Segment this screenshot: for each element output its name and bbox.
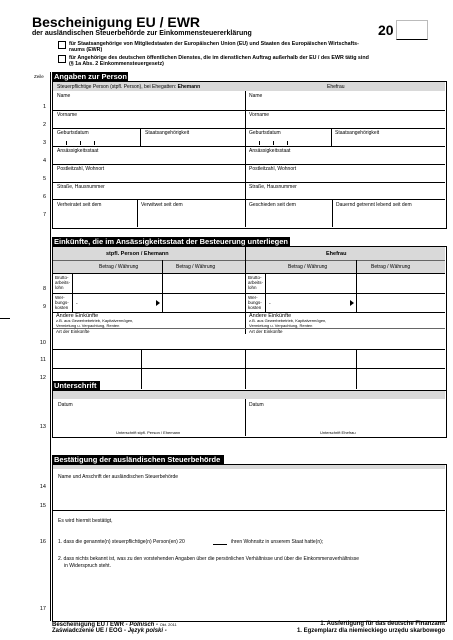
row-number: 17 xyxy=(39,606,46,612)
row-number: 1 xyxy=(42,104,46,110)
section-title-person: Angaben zur Person xyxy=(54,72,127,81)
fold-mark xyxy=(0,318,10,319)
staatsangehoerigkeit-input[interactable] xyxy=(141,136,244,146)
year-prefix: 20 xyxy=(378,22,394,38)
spouse-staatsangehoerigkeit-input[interactable] xyxy=(332,136,445,146)
row-number: 10 xyxy=(39,340,46,346)
footer-left-line1: Bescheinigung EU / EWR - Polnisch - Okt. 2011 xyxy=(52,622,177,628)
confirm-item-1-tail: ihren Wohnsitz in unserem Staat hatte(n); xyxy=(231,539,324,545)
getrennt-input[interactable] xyxy=(333,208,445,226)
ansaessigkeitsstaat-label: Ansässigkeitsstaat xyxy=(57,148,99,154)
behoerde-input[interactable] xyxy=(53,481,445,509)
form-title: Bescheinigung EU / EWR xyxy=(32,14,201,30)
betrag-label: Betrag / Währung xyxy=(176,264,216,270)
row-divider xyxy=(53,199,445,200)
andere-einkuenfte-label: Andere Einkünfte xyxy=(56,313,99,319)
spouse-brutto-currency-input[interactable] xyxy=(357,274,445,292)
spouse-andere-einkuenfte-hint: z.B. aus Gewerbebetrieb, Kapitalvermögen, Vermietung u. Verpachtung, Renten xyxy=(249,318,327,328)
section-title-confirmation: Bestätigung der ausländischen Steuerbehörde xyxy=(52,455,224,464)
confirm-item-2-line2: in Widerspruch steht. xyxy=(64,563,111,569)
geburtsdatum-input[interactable] xyxy=(53,136,139,146)
row-divider xyxy=(53,128,445,129)
geschieden-label: Geschieden seit dem xyxy=(249,202,296,208)
confirm-year-input[interactable] xyxy=(213,538,227,545)
row-divider xyxy=(53,146,445,147)
getrennt-label: Dauernd getrennt lebend seit dem xyxy=(336,202,412,208)
brutto-currency-input[interactable] xyxy=(163,274,244,292)
geschieden-input[interactable] xyxy=(246,208,331,226)
row-number: 13 xyxy=(39,424,46,430)
zeile-label: Zeile xyxy=(34,74,44,79)
arrow-right-icon xyxy=(156,300,160,306)
geburtsdatum-label: Geburtsdatum xyxy=(57,130,89,136)
row-number: 11 xyxy=(40,357,46,363)
option-public-service-checkbox[interactable] xyxy=(58,55,66,63)
row-divider xyxy=(53,182,445,183)
income-row-11-input[interactable] xyxy=(53,350,445,368)
row-number: 6 xyxy=(42,194,46,200)
spouse-andere-einkuenfte-label: Andere Einkünfte xyxy=(249,313,292,319)
form-subtitle: der ausländischen Steuerbehörde zur Einkommensteuererklärung xyxy=(32,30,252,37)
datum-label: Datum xyxy=(58,402,73,408)
footer-right-line2: 1. Egzemplarz dla niemieckiego urzędu skarbowego xyxy=(296,628,445,634)
werbungskosten-currency-input[interactable] xyxy=(163,294,244,312)
spouse-art-input[interactable] xyxy=(246,334,445,348)
row-number: 5 xyxy=(42,176,46,182)
spouse-ansaessigkeitsstaat-label: Ansässigkeitsstaat xyxy=(249,148,291,154)
row-number: 2 xyxy=(42,122,46,128)
art-label: Art der Einkünfte xyxy=(56,329,90,334)
confirm-item-1: 1. dass die genannte(n) steuerpflichtige(n) Person(en) 20 xyxy=(58,539,185,545)
stamp-signature-area[interactable] xyxy=(53,575,445,619)
spouse-geburtsdatum-label: Geburtsdatum xyxy=(249,130,281,136)
strasse-label: Straße, Hausnummer xyxy=(57,184,105,190)
spouse-staatsangehoerigkeit-label: Staatsangehörigkeit xyxy=(335,130,380,136)
income-spouse-header: Ehefrau xyxy=(326,251,347,257)
name-input[interactable] xyxy=(53,99,245,109)
spouse-name-label: Name xyxy=(249,93,263,99)
verheiratet-input[interactable] xyxy=(53,208,136,226)
spouse-werbungskosten-amount-input[interactable] xyxy=(273,294,348,312)
row-divider xyxy=(53,164,445,165)
income-row-12-input[interactable] xyxy=(53,369,445,388)
spouse-ansaessigkeitsstaat-input[interactable] xyxy=(246,154,445,164)
section-title-signature: Unterschrift xyxy=(52,381,100,390)
spouse-column-label: Ehefrau xyxy=(327,84,345,90)
year-input[interactable] xyxy=(396,20,428,40)
minus-sign: - xyxy=(269,301,271,307)
verwitwet-input[interactable] xyxy=(138,208,244,226)
row-number: 9 xyxy=(42,304,46,310)
option-public-service-line1: für Angehörige des deutschen öffentlichen Dienstes, die im dienstlichen Auftrag außerhalb der EU / des EWR tätig sind xyxy=(69,55,369,61)
spouse-werbungskosten-label: Wer- bungs- kosten xyxy=(248,295,262,310)
verheiratet-label: Verheiratet seit dem xyxy=(57,202,102,208)
row-number: 7 xyxy=(42,212,46,218)
werbungskosten-label: Wer- bungs- kosten xyxy=(55,295,69,310)
signature-taxpayer-field[interactable] xyxy=(53,408,245,428)
confirm-intro: Es wird hiermit bestätigt, xyxy=(58,518,113,524)
staatsangehoerigkeit-label: Staatsangehörigkeit xyxy=(145,130,190,136)
confirm-item-2-line1: 2. dass nichts bekannt ist, was zu den vorstehenden Angaben über die persönlichen Verhältnisse und über die Einkommensverhältnisse xyxy=(58,556,360,562)
spouse-postleitzahl-input[interactable] xyxy=(246,172,445,182)
taxpayer-column-label: Steuerpflichtige Person (stpfl. Person), bei Ehegatten: Ehemann xyxy=(57,84,201,90)
row-number-divider xyxy=(50,72,51,621)
arrow-right-icon xyxy=(350,300,354,306)
option-eu-line1: für Staatsangehörige von Mitgliedstaaten der Europäischen Union (EU) und Staaten des Europäischen Wirtschafts- xyxy=(69,41,359,47)
verwitwet-label: Verwitwet seit dem xyxy=(141,202,183,208)
art-input[interactable] xyxy=(53,334,245,348)
section-title-income: Einkünfte, die im Ansässigkeitsstaat der Besteuerung unterliegen xyxy=(52,237,290,246)
spouse-postleitzahl-label: Postleitzahl, Wohnort xyxy=(249,166,297,172)
vorname-input[interactable] xyxy=(53,118,245,128)
row-number: 12 xyxy=(39,375,46,381)
vorname-label: Vorname xyxy=(57,112,78,118)
row-divider xyxy=(53,510,445,511)
betrag-label: Betrag / Währung xyxy=(371,264,411,270)
minus-sign: - xyxy=(76,301,78,307)
footer-left-line2: Zaświadczenie UE / EOG - Język polski - xyxy=(52,628,167,634)
option-eu-checkbox[interactable] xyxy=(58,41,66,49)
spouse-strasse-input[interactable] xyxy=(246,190,445,199)
option-public-service-line2: (§ 1a Abs. 2 Einkommensteuergesetz) xyxy=(69,61,164,67)
spouse-vorname-label: Vorname xyxy=(249,112,270,118)
row-number: 14 xyxy=(39,484,46,490)
row-number: 3 xyxy=(42,140,46,146)
spouse-name-input[interactable] xyxy=(246,99,445,109)
strasse-input[interactable] xyxy=(53,190,245,199)
behoerde-label: Name und Anschrift der ausländischen Steuerbehörde xyxy=(58,474,179,480)
werbungskosten-amount-input[interactable] xyxy=(80,294,154,312)
row-number: 16 xyxy=(39,539,46,545)
row-divider xyxy=(53,260,445,261)
footer-right-line1: 1. Ausfertigung für das deutsche Finanzamt xyxy=(320,621,445,627)
income-taxpayer-header: stpfl. Person / Ehemann xyxy=(106,251,169,257)
spouse-strasse-label: Straße, Hausnummer xyxy=(249,184,297,190)
spouse-art-label: Art der Einkünfte xyxy=(249,329,283,334)
spouse-geburtsdatum-input[interactable] xyxy=(246,136,330,146)
name-label: Name xyxy=(57,93,71,99)
confirmation-header-row xyxy=(53,465,445,469)
postleitzahl-input[interactable] xyxy=(53,172,245,182)
spouse-brutto-label: Brutto- arbeits- lohn xyxy=(248,275,264,290)
row-number: 4 xyxy=(42,158,46,164)
andere-einkuenfte-hint: z.B. aus Gewerbebetrieb, Kapitalvermögen, Vermietung u. Verpachtung, Renten xyxy=(56,318,134,328)
row-divider xyxy=(53,110,445,111)
option-eu-line2: raums (EWR) xyxy=(69,47,103,53)
spouse-datum-label: Datum xyxy=(249,402,264,408)
signature-spouse-field[interactable] xyxy=(246,408,445,428)
brutto-amount-input[interactable] xyxy=(73,274,161,292)
postleitzahl-label: Postleitzahl, Wohnort xyxy=(57,166,105,172)
betrag-label: Betrag / Währung xyxy=(99,264,139,270)
spouse-brutto-amount-input[interactable] xyxy=(266,274,355,292)
row-number: 15 xyxy=(39,503,46,509)
brutto-label: Brutto- arbeits- lohn xyxy=(55,275,71,290)
spouse-werbungskosten-currency-input[interactable] xyxy=(357,294,445,312)
signature-header-row xyxy=(53,391,445,399)
income-column-divider xyxy=(245,247,246,334)
ansaessigkeitsstaat-input[interactable] xyxy=(53,154,245,164)
betrag-label: Betrag / Währung xyxy=(288,264,328,270)
row-number: 8 xyxy=(42,286,46,292)
spouse-vorname-input[interactable] xyxy=(246,118,445,128)
signature-taxpayer-caption: Unterschrift stpfl. Person / Ehemann xyxy=(116,430,181,435)
signature-spouse-caption: Unterschrift Ehefrau xyxy=(320,430,356,435)
